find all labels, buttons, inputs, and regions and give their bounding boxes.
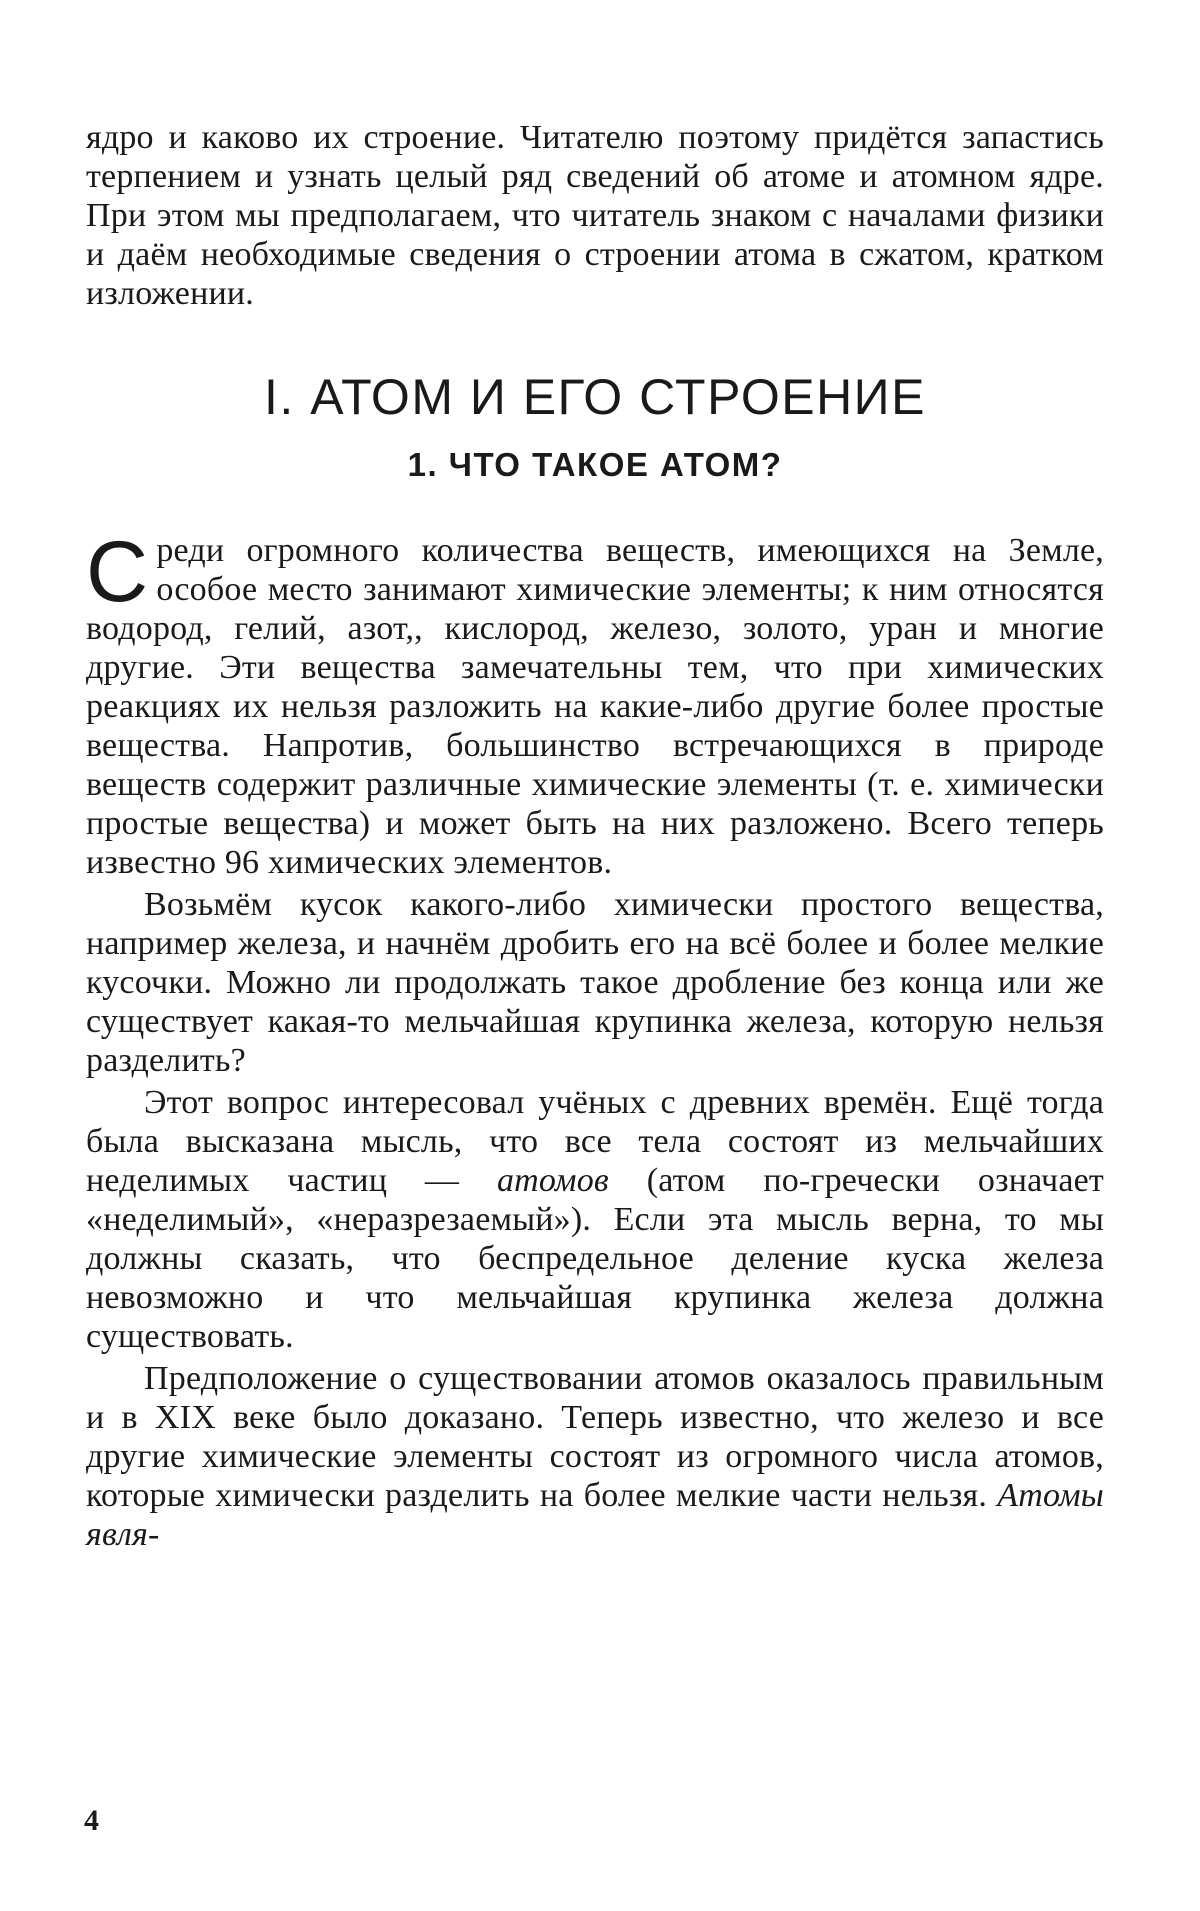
chapter-title: I. АТОМ И ЕГО СТРОЕНИЕ <box>264 369 926 425</box>
page-number: 4 <box>84 1804 99 1837</box>
paragraph-4-italic-end: Атомы явля- <box>86 1477 1104 1553</box>
drop-cap: С <box>86 524 149 620</box>
paragraph-1 <box>86 524 1104 882</box>
paragraph-3 <box>86 1083 1104 1356</box>
paragraph-3-text-before: Этот вопрос интересовал учёных с древних времён. Ещё тогда была высказана мысль, что все тела состоят из мельчайших неделимых частиц — <box>86 1084 1104 1199</box>
paragraph-3-text-after: (атом по-гречески означает «неделимый», «неразрезаемый»). Если эта мысль верна, то мы должны сказать, что беспредельное деление куска железа невозможно и что мельчайшая крупинка железа должна существовать. <box>86 1162 1104 1355</box>
page-body <box>86 118 1104 1554</box>
section-title: 1. ЧТО ТАКОЕ АТОМ? <box>407 446 783 483</box>
paragraph-3-italic-term: атомов <box>496 1162 609 1199</box>
paragraph-2: Возьмём кусок какого-либо химически простого вещества, например железа, и начнём дробить его на всё более и более мелкие кусочки. Можно ли продолжать такое дробление без конца или же существует какая-то мельчайшая крупинка железа, которую нельзя разделить? <box>86 886 1104 1079</box>
intro-paragraph: ядро и каково их строение. Читателю поэтому придётся запастись терпением и узнать целый ряд сведений об атоме и атомном ядре. При этом мы предполагаем, что читатель знаком с началами физики и даём необходимые сведения о строении атома в сжатом, кратком изложении. <box>86 119 1104 312</box>
paragraph-1-text: реди огромного количества веществ, имеющихся на Земле, особое место занимают химические элементы; к ним относятся водород, гелий, азот,, кислород, железо, золото, уран и многие другие. Эти вещества замечательны тем, что при химических реакциях их нельзя разложить на какие-либо другие более простые вещества. Напротив, большинство встречающихся в природе веществ содержит различные химические элементы (т. е. химически простые вещества) и может быть на них разложено. Всего теперь известно 96 химических элементов. <box>86 532 1104 881</box>
paragraph-4-text: Предположение о существовании атомов оказалось правильным и в XIX веке было доказано. Теперь известно, что железо и все другие химические элементы состоят из огромного числа атомов, которые химически разделить на более мелкие части нельзя. <box>86 1360 1104 1514</box>
paragraph-4 <box>86 1359 1104 1554</box>
